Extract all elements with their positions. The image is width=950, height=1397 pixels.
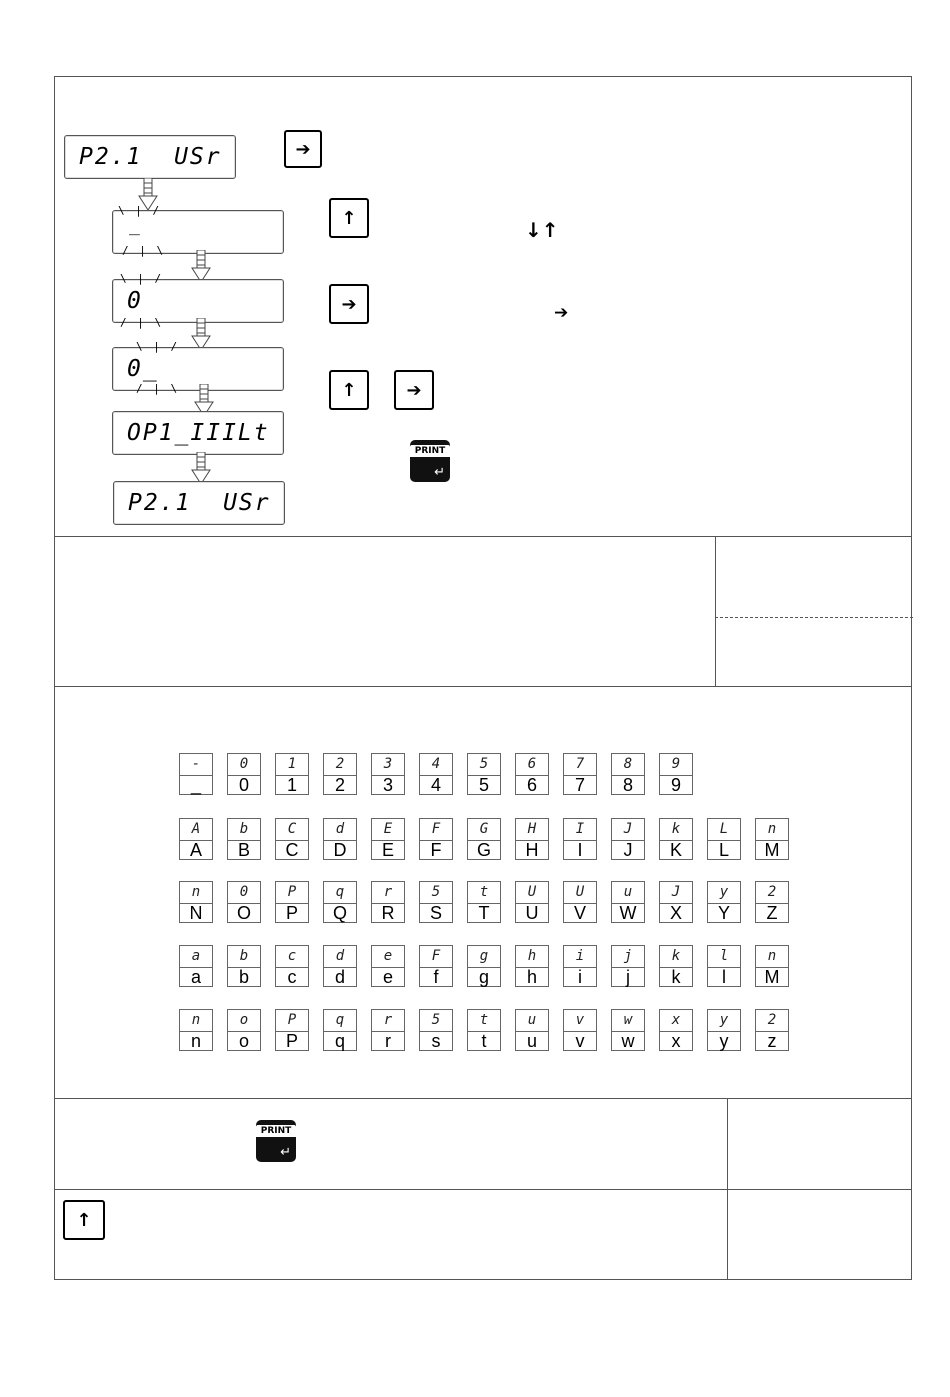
char-display-glyph: U	[516, 882, 548, 904]
char-letter: P	[285, 1031, 298, 1051]
char-cell	[563, 818, 597, 860]
char-display-glyph: b	[228, 819, 260, 841]
char-letter: 2	[334, 775, 345, 795]
char-cell	[515, 753, 549, 795]
char-display-glyph: 2	[756, 882, 788, 904]
column-divider	[727, 1098, 728, 1280]
char-letter: b	[238, 967, 249, 987]
char-cell	[755, 945, 789, 987]
char-display-glyph: g	[468, 946, 500, 968]
char-letter: F	[430, 840, 442, 860]
char-letter: J	[623, 840, 633, 860]
char-cell	[467, 1009, 501, 1051]
char-display-glyph: u	[516, 1010, 548, 1032]
char-cell	[371, 753, 405, 795]
char-display-glyph: 5	[468, 754, 500, 776]
char-letter: Z	[766, 903, 778, 923]
char-cell	[659, 1009, 693, 1051]
char-letter: E	[381, 840, 394, 860]
print-key[interactable]	[256, 1120, 296, 1162]
char-cell	[371, 818, 405, 860]
char-cell	[659, 753, 693, 795]
char-cell	[419, 753, 453, 795]
char-display-glyph: q	[324, 1010, 356, 1032]
char-display-glyph: L	[708, 819, 740, 841]
char-cell	[563, 753, 597, 795]
separator	[55, 1189, 911, 1190]
char-display-glyph: k	[660, 819, 692, 841]
char-letter: O	[236, 903, 251, 923]
char-letter: u	[526, 1031, 537, 1051]
print-key[interactable]	[410, 440, 450, 482]
char-display-glyph: a	[180, 946, 212, 968]
char-cell	[419, 1009, 453, 1051]
column-divider	[715, 536, 716, 686]
char-letter: 5	[478, 775, 489, 795]
right-arrow-key[interactable]: ➔	[394, 370, 434, 410]
char-letter: 3	[382, 775, 393, 795]
char-cell	[515, 945, 549, 987]
char-display-glyph: 0	[228, 754, 260, 776]
dashed-divider	[715, 617, 913, 618]
char-display-glyph: n	[756, 819, 788, 841]
char-cell	[179, 945, 213, 987]
char-display-glyph: 9	[660, 754, 692, 776]
char-cell	[371, 1009, 405, 1051]
char-cell	[563, 945, 597, 987]
char-cell	[275, 753, 309, 795]
char-letter: X	[669, 903, 682, 923]
cursor-mark: _	[129, 215, 142, 236]
down-up-arrows-icon: ↓↑	[525, 218, 559, 242]
up-arrow-key[interactable]: ↑	[63, 1200, 105, 1240]
char-display-glyph: w	[612, 1010, 644, 1032]
char-cell	[323, 945, 357, 987]
char-display-glyph: u	[612, 882, 644, 904]
char-letter: M	[764, 967, 780, 987]
char-display-glyph: e	[372, 946, 404, 968]
enter-icon: ↵	[434, 465, 445, 480]
print-key-label: PRINT	[410, 445, 450, 457]
char-letter: v	[575, 1031, 585, 1051]
char-display-glyph: i	[564, 946, 596, 968]
char-display-glyph: t	[468, 882, 500, 904]
display-user-setting-return	[113, 481, 285, 525]
char-display-glyph: j	[612, 946, 644, 968]
char-letter: x	[671, 1031, 681, 1051]
char-letter: e	[382, 967, 393, 987]
enter-icon: ↵	[280, 1145, 291, 1160]
up-arrow-key[interactable]: ↑	[329, 370, 369, 410]
char-letter: _	[190, 775, 201, 795]
char-letter: Y	[717, 903, 730, 923]
char-cell	[179, 1009, 213, 1051]
char-display-glyph: b	[228, 946, 260, 968]
char-cell	[275, 881, 309, 923]
char-cell	[467, 881, 501, 923]
char-display-glyph: 5	[420, 1010, 452, 1032]
char-cell	[467, 945, 501, 987]
separator	[55, 536, 911, 537]
char-display-glyph: 4	[420, 754, 452, 776]
char-display-glyph: x	[660, 1010, 692, 1032]
char-cell	[515, 881, 549, 923]
char-letter: M	[764, 840, 780, 860]
char-letter: y	[719, 1031, 729, 1051]
char-letter: S	[429, 903, 442, 923]
char-cell	[371, 881, 405, 923]
char-display-glyph: c	[276, 946, 308, 968]
char-display-glyph: H	[516, 819, 548, 841]
char-cell	[371, 945, 405, 987]
char-cell	[227, 818, 261, 860]
char-letter: H	[525, 840, 539, 860]
char-cell	[467, 753, 501, 795]
char-display-glyph: 0	[228, 882, 260, 904]
char-display-glyph: o	[228, 1010, 260, 1032]
char-display-glyph: h	[516, 946, 548, 968]
char-cell	[323, 881, 357, 923]
char-display-glyph: 1	[276, 754, 308, 776]
char-letter: c	[287, 967, 297, 987]
char-cell	[467, 818, 501, 860]
char-cell	[707, 818, 741, 860]
char-letter: 0	[238, 775, 249, 795]
char-display-glyph: E	[372, 819, 404, 841]
char-display-glyph: d	[324, 819, 356, 841]
char-cell	[419, 881, 453, 923]
char-letter: l	[722, 967, 726, 987]
char-display-glyph: A	[180, 819, 212, 841]
char-letter: K	[669, 840, 682, 860]
separator	[55, 1098, 911, 1099]
char-letter: i	[578, 967, 582, 987]
display-entered-id	[112, 411, 284, 455]
char-display-glyph: 3	[372, 754, 404, 776]
char-letter: r	[385, 1031, 391, 1051]
char-cell	[419, 818, 453, 860]
display-user-setting	[64, 135, 236, 179]
char-letter: g	[478, 967, 489, 987]
char-cell	[611, 818, 645, 860]
char-cell	[275, 818, 309, 860]
char-display-glyph: P	[276, 1010, 308, 1032]
char-display-glyph: J	[612, 819, 644, 841]
char-display-glyph: G	[468, 819, 500, 841]
char-letter: a	[190, 967, 201, 987]
display-text: OP1_IIILt	[127, 420, 270, 446]
char-cell	[179, 881, 213, 923]
display-text: P2.1 USr	[79, 144, 222, 170]
char-cell	[659, 881, 693, 923]
char-cell	[611, 1009, 645, 1051]
char-display-glyph: n	[180, 882, 212, 904]
display-text: 0_	[127, 356, 159, 382]
char-display-glyph: F	[420, 946, 452, 968]
char-letter: U	[525, 903, 539, 923]
char-letter: d	[334, 967, 345, 987]
char-cell	[323, 818, 357, 860]
char-cell	[419, 945, 453, 987]
char-cell	[515, 1009, 549, 1051]
right-arrow-icon: ➔	[554, 303, 569, 323]
char-letter: k	[671, 967, 681, 987]
char-letter: 8	[622, 775, 633, 795]
char-display-glyph: r	[372, 882, 404, 904]
char-display-glyph: q	[324, 882, 356, 904]
char-cell	[227, 945, 261, 987]
char-cell	[659, 818, 693, 860]
char-display-glyph: y	[708, 1010, 740, 1032]
flash-mark: \ | /	[118, 204, 162, 217]
char-display-glyph: C	[276, 819, 308, 841]
instruction-frame	[54, 76, 912, 1280]
char-cell	[755, 881, 789, 923]
flash-mark: / | \	[136, 382, 180, 395]
char-letter: j	[626, 967, 630, 987]
char-letter: R	[381, 903, 395, 923]
char-cell	[611, 881, 645, 923]
right-arrow-key[interactable]: ➔	[329, 284, 369, 324]
char-cell	[227, 881, 261, 923]
char-letter: N	[189, 903, 203, 923]
char-cell	[179, 818, 213, 860]
char-letter: q	[334, 1031, 345, 1051]
char-display-glyph: 6	[516, 754, 548, 776]
char-display-glyph: 2	[324, 754, 356, 776]
up-arrow-key[interactable]: ↑	[329, 198, 369, 238]
char-display-glyph: r	[372, 1010, 404, 1032]
char-letter: T	[478, 903, 490, 923]
char-letter: D	[333, 840, 347, 860]
separator	[55, 686, 911, 687]
char-letter: 6	[526, 775, 537, 795]
char-cell	[323, 753, 357, 795]
print-key-label: PRINT	[256, 1125, 296, 1137]
char-cell	[515, 818, 549, 860]
char-display-glyph: d	[324, 946, 356, 968]
display-text: P2.1 USr	[128, 490, 271, 516]
char-display-glyph: v	[564, 1010, 596, 1032]
char-display-glyph: l	[708, 946, 740, 968]
flash-mark: \ | /	[136, 340, 180, 353]
char-letter: Q	[332, 903, 347, 923]
char-display-glyph: t	[468, 1010, 500, 1032]
char-letter: L	[718, 840, 729, 860]
char-letter: V	[573, 903, 586, 923]
char-letter: 1	[286, 775, 297, 795]
flash-mark: \ | /	[120, 272, 164, 285]
char-display-glyph: y	[708, 882, 740, 904]
char-display-glyph: 5	[420, 882, 452, 904]
char-cell	[707, 1009, 741, 1051]
char-letter: B	[237, 840, 250, 860]
char-letter: w	[621, 1031, 635, 1051]
char-letter: t	[481, 1031, 487, 1051]
char-cell	[659, 945, 693, 987]
char-letter: W	[619, 903, 637, 923]
char-cell	[563, 881, 597, 923]
char-cell	[323, 1009, 357, 1051]
char-letter: h	[526, 967, 537, 987]
char-cell	[611, 945, 645, 987]
char-letter: s	[431, 1031, 441, 1051]
display-text: 0	[127, 288, 143, 314]
char-display-glyph: n	[756, 946, 788, 968]
flash-mark: / | \	[120, 316, 164, 329]
char-letter: 7	[574, 775, 585, 795]
char-letter: z	[767, 1031, 777, 1051]
char-letter: o	[238, 1031, 249, 1051]
flash-mark: / | \	[122, 244, 166, 257]
char-letter: f	[433, 967, 439, 987]
char-display-glyph: n	[180, 1010, 212, 1032]
char-display-glyph: 8	[612, 754, 644, 776]
char-letter: 9	[670, 775, 681, 795]
char-letter: P	[285, 903, 298, 923]
char-cell	[707, 945, 741, 987]
char-cell	[563, 1009, 597, 1051]
char-display-glyph: 7	[564, 754, 596, 776]
char-display-glyph: k	[660, 946, 692, 968]
char-display-glyph: U	[564, 882, 596, 904]
char-cell	[275, 945, 309, 987]
char-display-glyph: F	[420, 819, 452, 841]
char-letter: n	[190, 1031, 201, 1051]
right-arrow-key[interactable]: ➔	[284, 130, 322, 168]
char-cell	[227, 753, 261, 795]
char-cell	[275, 1009, 309, 1051]
char-letter: C	[285, 840, 299, 860]
char-display-glyph: I	[564, 819, 596, 841]
char-display-glyph: -	[180, 754, 212, 776]
char-cell	[227, 1009, 261, 1051]
char-cell	[179, 753, 213, 795]
char-letter: G	[476, 840, 491, 860]
char-cell	[707, 881, 741, 923]
char-display-glyph: P	[276, 882, 308, 904]
char-cell	[755, 1009, 789, 1051]
char-display-glyph: J	[660, 882, 692, 904]
char-cell	[611, 753, 645, 795]
char-letter: A	[189, 840, 202, 860]
char-letter: I	[577, 840, 583, 860]
char-letter: 4	[430, 775, 441, 795]
char-display-glyph: 2	[756, 1010, 788, 1032]
char-cell	[755, 818, 789, 860]
